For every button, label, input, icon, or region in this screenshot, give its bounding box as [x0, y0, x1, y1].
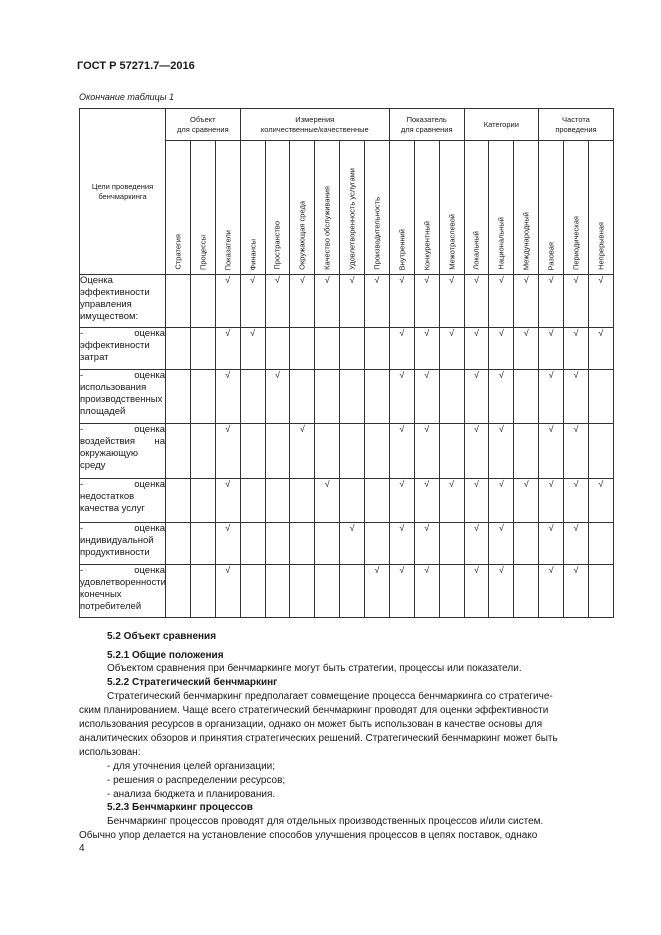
- mark-cell: √: [240, 328, 265, 370]
- page-number: 4: [79, 843, 85, 854]
- group-header-line: проведения: [555, 124, 597, 134]
- mark-cell: √: [464, 565, 489, 618]
- group-header-line: для сравнения: [400, 124, 453, 134]
- mark-cell: [240, 523, 265, 565]
- column-header: [215, 141, 240, 275]
- mark-cell: [290, 328, 315, 370]
- column-header-label: Международный: [521, 211, 531, 270]
- column-header: [265, 141, 290, 275]
- group-header: [389, 109, 464, 141]
- mark-cell: √: [414, 328, 439, 370]
- group-header-line: Частота: [562, 114, 590, 124]
- mark-cell: [365, 328, 390, 370]
- table-row: [80, 424, 614, 479]
- mark-cell: √: [514, 328, 539, 370]
- mark-cell: √: [414, 565, 439, 618]
- mark-cell: √: [489, 523, 514, 565]
- goal-cell: - оценка воздействия на окружающую среду: [80, 424, 166, 479]
- mark-cell: √: [414, 479, 439, 523]
- mark-cell: [588, 565, 613, 618]
- goal-cell: - оценка эффективности затрат: [80, 328, 166, 370]
- mark-cell: √: [389, 370, 414, 424]
- column-header: [389, 141, 414, 275]
- mark-cell: √: [464, 328, 489, 370]
- mark-cell: √: [464, 424, 489, 479]
- column-header-label: Внутренний: [397, 228, 407, 270]
- column-header: [514, 141, 539, 275]
- mark-cell: √: [564, 523, 589, 565]
- column-header-label: Конкурентный: [422, 220, 432, 270]
- mark-cell: [265, 565, 290, 618]
- column-header-label: Разовая: [546, 241, 556, 270]
- mark-cell: [265, 523, 290, 565]
- mark-cell: √: [539, 479, 564, 523]
- mark-cell: [340, 370, 365, 424]
- column-header: [564, 141, 589, 275]
- mark-cell: √: [414, 523, 439, 565]
- column-header-label: Национальный: [496, 217, 506, 270]
- mark-cell: [240, 424, 265, 479]
- column-header: [464, 141, 489, 275]
- paragraph-line: Стратегический бенчмаркинг предполагает совмещение процесса бенчмаркинга со стратегиче-: [107, 691, 553, 702]
- mark-cell: √: [290, 275, 315, 328]
- group-header: [464, 109, 539, 141]
- paragraph-line: Бенчмаркинг процессов проводят для отдельных производственных процессов и/или систем.: [107, 816, 544, 827]
- goal-cell: - оценка использования производственных площадей: [80, 370, 166, 424]
- mark-cell: √: [365, 275, 390, 328]
- mark-cell: √: [588, 479, 613, 523]
- subsection-title: 5.2.2 Стратегический бенчмаркинг: [107, 677, 278, 688]
- column-header-label: Процессы: [198, 234, 208, 270]
- bullet-item: - анализа бюджета и планирования.: [107, 789, 276, 800]
- mark-cell: √: [539, 275, 564, 328]
- table-row: [80, 328, 614, 370]
- mark-cell: [290, 370, 315, 424]
- table-row: [80, 565, 614, 618]
- table-row: [80, 275, 614, 328]
- mark-cell: √: [389, 275, 414, 328]
- column-header-label: Периодическая: [571, 215, 581, 270]
- column-header-label: Производительность: [372, 197, 382, 270]
- mark-cell: [190, 370, 215, 424]
- mark-cell: [190, 424, 215, 479]
- bullet-item: - решения о распределении ресурсов;: [107, 775, 286, 786]
- mark-cell: [514, 370, 539, 424]
- column-header-label: Непрерывная: [596, 222, 606, 270]
- mark-cell: [290, 565, 315, 618]
- column-header: [588, 141, 613, 275]
- paragraph-line: Обычно упор делается на установление способов улучшения процессов в цепях поставок, однако: [79, 830, 538, 841]
- mark-cell: √: [340, 523, 365, 565]
- mark-cell: [166, 479, 191, 523]
- column-header-label: Удовлетворенность услугами: [347, 168, 357, 270]
- mark-cell: √: [265, 275, 290, 328]
- mark-cell: √: [539, 370, 564, 424]
- mark-cell: [365, 370, 390, 424]
- goal-cell: Оценка эффективности управления имуществом:: [80, 275, 166, 328]
- mark-cell: [588, 523, 613, 565]
- goal-cell: - оценка недостатков качества услуг: [80, 479, 166, 523]
- mark-cell: [439, 565, 464, 618]
- mark-cell: [190, 328, 215, 370]
- column-header-label: Межотраслевой: [447, 214, 457, 270]
- mark-cell: [588, 424, 613, 479]
- group-header-line: Измерения: [295, 114, 335, 124]
- mark-cell: √: [389, 479, 414, 523]
- mark-cell: [166, 328, 191, 370]
- mark-cell: [166, 523, 191, 565]
- mark-cell: √: [489, 424, 514, 479]
- subsection-title: 5.2.3 Бенчмаркинг процессов: [107, 802, 253, 813]
- mark-cell: √: [489, 479, 514, 523]
- column-header: [489, 141, 514, 275]
- mark-cell: [439, 370, 464, 424]
- mark-cell: √: [464, 370, 489, 424]
- mark-cell: √: [215, 328, 240, 370]
- mark-cell: √: [315, 275, 340, 328]
- mark-cell: √: [389, 565, 414, 618]
- mark-cell: [439, 523, 464, 565]
- mark-cell: √: [240, 275, 265, 328]
- mark-cell: [265, 328, 290, 370]
- goal-cell: - оценка удовлетворенности конечных потребителей: [80, 565, 166, 618]
- mark-cell: [290, 479, 315, 523]
- table-row: [80, 479, 614, 523]
- mark-cell: √: [389, 523, 414, 565]
- column-header: [166, 141, 191, 275]
- mark-cell: √: [588, 328, 613, 370]
- mark-cell: [166, 370, 191, 424]
- mark-cell: [290, 523, 315, 565]
- mark-cell: [190, 523, 215, 565]
- mark-cell: √: [215, 370, 240, 424]
- mark-cell: √: [215, 424, 240, 479]
- mark-cell: √: [464, 523, 489, 565]
- mark-cell: [365, 479, 390, 523]
- mark-cell: √: [215, 479, 240, 523]
- mark-cell: [190, 275, 215, 328]
- group-header-line: Объект: [190, 114, 216, 124]
- mark-cell: [315, 565, 340, 618]
- goals-header: [80, 109, 166, 275]
- mark-cell: √: [564, 275, 589, 328]
- mark-cell: [166, 565, 191, 618]
- column-header: [240, 141, 265, 275]
- column-header: [340, 141, 365, 275]
- mark-cell: √: [389, 328, 414, 370]
- group-header: [166, 109, 241, 141]
- mark-cell: √: [389, 424, 414, 479]
- mark-cell: [514, 565, 539, 618]
- mark-cell: √: [564, 424, 589, 479]
- column-header-label: Пространство: [272, 221, 282, 270]
- goal-cell: - оценка индивидуальной продуктивности: [80, 523, 166, 565]
- column-header: [190, 141, 215, 275]
- column-header-label: Качество обслуживания: [322, 186, 332, 270]
- mark-cell: [315, 424, 340, 479]
- column-header-label: Стратегия: [173, 234, 183, 270]
- column-header: [539, 141, 564, 275]
- mark-cell: √: [539, 523, 564, 565]
- mark-cell: [240, 479, 265, 523]
- group-header: [240, 109, 389, 141]
- mark-cell: [340, 479, 365, 523]
- mark-cell: √: [414, 370, 439, 424]
- mark-cell: [439, 424, 464, 479]
- mark-cell: √: [564, 328, 589, 370]
- group-header-line: Категории: [483, 119, 519, 129]
- column-header: [365, 141, 390, 275]
- mark-cell: [166, 424, 191, 479]
- table-row: [80, 370, 614, 424]
- mark-cell: [315, 328, 340, 370]
- mark-cell: √: [539, 424, 564, 479]
- mark-cell: √: [414, 424, 439, 479]
- mark-cell: √: [365, 565, 390, 618]
- mark-cell: [265, 479, 290, 523]
- paragraph-line: ским планированием. Чаще всего стратегический бенчмаркинг проводят для оценки эффективности: [79, 705, 549, 716]
- group-header: [539, 109, 614, 141]
- mark-cell: √: [439, 328, 464, 370]
- column-header: [439, 141, 464, 275]
- paragraph-line: Объектом сравнения при бенчмаркинге могут быть стратегии, процессы или показатели.: [107, 663, 522, 674]
- column-header: [315, 141, 340, 275]
- mark-cell: √: [539, 565, 564, 618]
- group-header-line: для сравнения: [176, 124, 229, 134]
- mark-cell: √: [564, 565, 589, 618]
- paragraph-line: аналитических обзоров и принятия стратегических решений. Стратегический бенчмаркинг может быть: [79, 733, 558, 744]
- mark-cell: √: [514, 479, 539, 523]
- section-title: 5.2 Объект сравнения: [107, 631, 217, 642]
- mark-cell: [514, 523, 539, 565]
- mark-cell: √: [539, 328, 564, 370]
- mark-cell: √: [414, 275, 439, 328]
- standard-number: ГОСТ Р 57271.7—2016: [77, 60, 195, 72]
- paragraph-line: использования ресурсов в организации, однако он может быть использован в качестве основы для: [79, 719, 543, 730]
- mark-cell: [166, 275, 191, 328]
- mark-cell: [365, 523, 390, 565]
- mark-cell: √: [464, 479, 489, 523]
- mark-cell: √: [489, 328, 514, 370]
- mark-cell: √: [215, 565, 240, 618]
- mark-cell: √: [514, 275, 539, 328]
- mark-cell: √: [215, 275, 240, 328]
- table-caption: Окончание таблицы 1: [79, 92, 174, 102]
- bullet-item: - для уточнения целей организации;: [107, 761, 276, 772]
- column-header: [290, 141, 315, 275]
- mark-cell: √: [340, 275, 365, 328]
- column-header-label: Показатели: [223, 229, 233, 270]
- benchmarking-table: [79, 108, 614, 618]
- mark-cell: [190, 565, 215, 618]
- column-header-label: Локальный: [471, 231, 481, 270]
- goals-header-line: Цели проведения: [91, 181, 154, 191]
- mark-cell: √: [215, 523, 240, 565]
- mark-cell: √: [489, 565, 514, 618]
- mark-cell: √: [489, 370, 514, 424]
- paragraph-line: использован:: [79, 747, 141, 758]
- mark-cell: [588, 370, 613, 424]
- mark-cell: √: [564, 370, 589, 424]
- mark-cell: [340, 328, 365, 370]
- column-header: [414, 141, 439, 275]
- column-header-label: Окружающая среда: [297, 201, 307, 270]
- group-header-line: Показатель: [406, 114, 447, 124]
- mark-cell: [190, 479, 215, 523]
- column-header-label: Финансы: [248, 238, 258, 270]
- mark-cell: [365, 424, 390, 479]
- mark-cell: [315, 523, 340, 565]
- mark-cell: [240, 565, 265, 618]
- table-row: [80, 523, 614, 565]
- mark-cell: √: [489, 275, 514, 328]
- mark-cell: [514, 424, 539, 479]
- mark-cell: [265, 424, 290, 479]
- group-header-line: количественные/качественные: [260, 124, 369, 134]
- mark-cell: [315, 370, 340, 424]
- mark-cell: √: [290, 424, 315, 479]
- mark-cell: √: [265, 370, 290, 424]
- mark-cell: √: [464, 275, 489, 328]
- goals-header-line: бенчмаркинга: [98, 191, 147, 201]
- mark-cell: √: [588, 275, 613, 328]
- mark-cell: √: [315, 479, 340, 523]
- mark-cell: √: [439, 275, 464, 328]
- mark-cell: √: [439, 479, 464, 523]
- subsection-title: 5.2.1 Общие положения: [107, 650, 224, 661]
- mark-cell: [340, 424, 365, 479]
- mark-cell: [340, 565, 365, 618]
- mark-cell: [240, 370, 265, 424]
- mark-cell: √: [564, 479, 589, 523]
